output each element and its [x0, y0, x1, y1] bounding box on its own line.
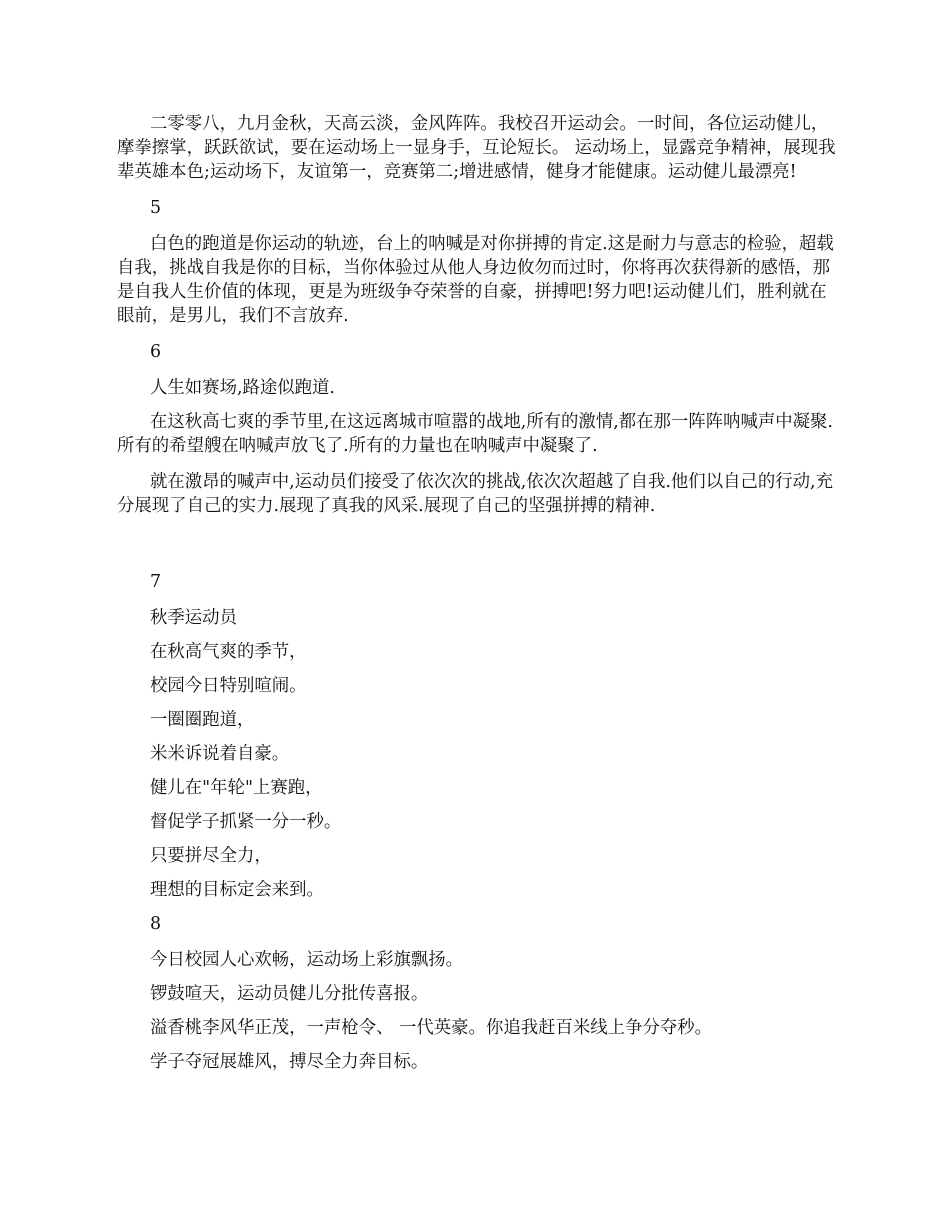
section-number: 8 — [150, 914, 162, 934]
poem-line: 校园今日特别喧闹。 — [150, 676, 307, 696]
paragraph-track: 白色的跑道是你运动的轨迹，台上的呐喊是对你拼搏的肯定.这是耐力与意志的检验，超载自我，挑战自我是你的目标，当你体验过从他人身边攸勿而过时，你将再次获得新的感悟，那是自我人生价值的体现，更是为班级争夺荣誉的自豪，拼搏吧!努力吧!运动健儿们，胜利就在眼前，是男儿，我们不言放弃. — [117, 234, 834, 326]
paragraph-autumn: 在这秋高七爽的季节里,在这远离城市喧嚣的战地,所有的激情,都在那一阵阵呐喊声中凝聚.所有的希望艘在呐喊声放飞了.所有的力量也在呐喊声中凝聚了. — [117, 412, 833, 456]
text-line: 人生如赛场,路途似跑道. — [150, 378, 335, 398]
poem-line: 只要拼尽全力， — [150, 846, 272, 866]
section-number: 7 — [150, 572, 162, 592]
paragraph-intro: 二零零八，九月金秋，天高云淡，金风阵阵。我校召开运动会。一时间，各位运动健儿，摩拳擦掌，跃跃欲试，要在运动场上一显身手，互论短长。 运动场上，显露竞争精神，展现我辈英雄本色;运动场下，友谊第一，竞赛第二;增进感情，健身才能健康。运动健儿最漂亮! — [117, 114, 836, 182]
text-line: 今日校园人心欢畅，运动场上彩旗飘扬。 — [150, 950, 464, 970]
section-number: 6 — [150, 342, 162, 362]
document-body — [117, 112, 839, 1084]
poem-line: 理想的目标定会来到。 — [150, 880, 324, 900]
spacer — [117, 530, 839, 570]
paragraph-cheers: 就在激昂的喊声中,运动员们接受了依次次的挑战,依次次超越了自我.他们以自己的行动,充分展现了自己的实力.展现了真我的风采.展现了自己的坚强拼搏的精神. — [117, 472, 833, 516]
text-line: 锣鼓喧天，运动员健儿分批传喜报。 — [150, 984, 429, 1004]
poem-line: 督促学子抓紧一分一秒。 — [150, 812, 342, 832]
poem-line: 一圈圈跑道， — [150, 710, 255, 730]
poem-line: 健儿在"年轮"上赛跑， — [150, 778, 323, 798]
section-number: 5 — [150, 198, 162, 218]
text-line: 溢香桃李风华正茂，一声枪令、 一代英豪。你追我赶百米线上争分夺秒。 — [150, 1018, 713, 1038]
poem-line: 在秋高气爽的季节， — [150, 642, 307, 662]
text-line: 学子夺冠展雄风，搏尽全力奔目标。 — [150, 1052, 429, 1072]
poem-line: 米米诉说着自豪。 — [150, 744, 290, 764]
poem-line: 秋季运动员 — [150, 608, 237, 628]
